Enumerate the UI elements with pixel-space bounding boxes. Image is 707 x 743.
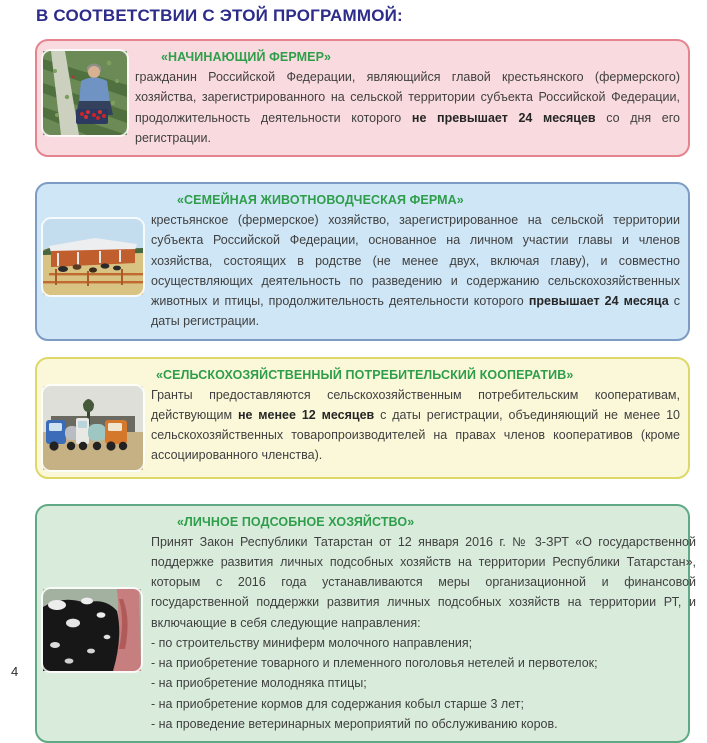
card-content (151, 513, 696, 735)
card-heading: «НАЧИНАЮЩИЙ ФЕРМЕР» (135, 50, 680, 64)
photo-column (43, 513, 151, 671)
farmer-strawberry-field-photo (43, 51, 127, 135)
card-directions-list: - по строительству миниферм молочного направления; - на приобретение товарного и племенного поголовья нетелей и первотелок; - на приобретение молодняка птицы; - на приобретение кормов для содержания кобыл старше 3 лет; - на проведение ветеринарных мероприятий по обслуживанию коров. (151, 633, 696, 734)
card-personal-subsidiary-plot (35, 504, 690, 743)
card-body-text: Принят Закон Республики Татарстан от 12 января 2016 г. № 3-ЗРТ «О государственной поддержке развития личных подсобных хозяйств на территории Республики Татарстан», которым с 2016 года устанавливаются меры организационной и финансовой государственной поддержки развития личных подсобных хозяйств на территории РТ, и включающие в себя следующие направления: (151, 532, 696, 633)
card-beginner-farmer (35, 39, 690, 157)
trucks-photo (43, 386, 143, 470)
card-content (135, 48, 680, 148)
card-heading: «СЕМЕЙНАЯ ЖИВОТНОВОДЧЕСКАЯ ФЕРМА» (151, 193, 680, 207)
card-body-text: Гранты предоставляются сельскохозяйственным потребительским кооперативам, действующим не менее 12 месяцев с даты регистрации, объединяющий не менее 10 сельскохозяйственных товаропроизводителей на правах членов кооперативов (кроме ассоциированного членства). (151, 385, 680, 466)
card-body-text: гражданин Российской Федерации, являющийся главой крестьянского (фермерского) хозяйства, зарегистрированного на сельской территории субъекта Российской Федерации, продолжительность деятельности которого не превышает 24 месяцев со дня его регистрации. (135, 67, 680, 148)
card-heading: «СЕЛЬСКОХОЗЯЙСТВЕННЫЙ ПОТРЕБИТЕЛЬСКИЙ КООПЕРАТИВ» (151, 368, 680, 382)
card-content (151, 366, 680, 466)
photo-column (43, 366, 151, 470)
page-title: В СООТВЕТСТВИИ С ЭТОЙ ПРОГРАММОЙ: (36, 6, 707, 26)
page-number: 4 (11, 664, 18, 679)
photo-column (43, 48, 135, 135)
card-consumer-cooperative (35, 357, 690, 479)
farm-building-photo (43, 219, 143, 295)
photo-column (43, 191, 151, 295)
cows-photo (43, 589, 141, 671)
card-family-livestock-farm (35, 182, 690, 341)
card-body-text: крестьянское (фермерское) хозяйство, зарегистрированное на сельской территории субъекта Российской Федерации, основанное на личном участии главы и членов хозяйства, состоящих в родстве (не менее двух, включая главу), и совместно осуществляющих деятельность по разведению и содержанию сельскохозяйственных животных и птицы, продолжительность деятельности которого превышает 24 месяца с даты регистрации. (151, 210, 680, 332)
presentation-slide (0, 6, 707, 690)
card-content (151, 191, 680, 332)
card-heading: «ЛИЧНОЕ ПОДСОБНОЕ ХОЗЯЙСТВО» (151, 515, 696, 529)
